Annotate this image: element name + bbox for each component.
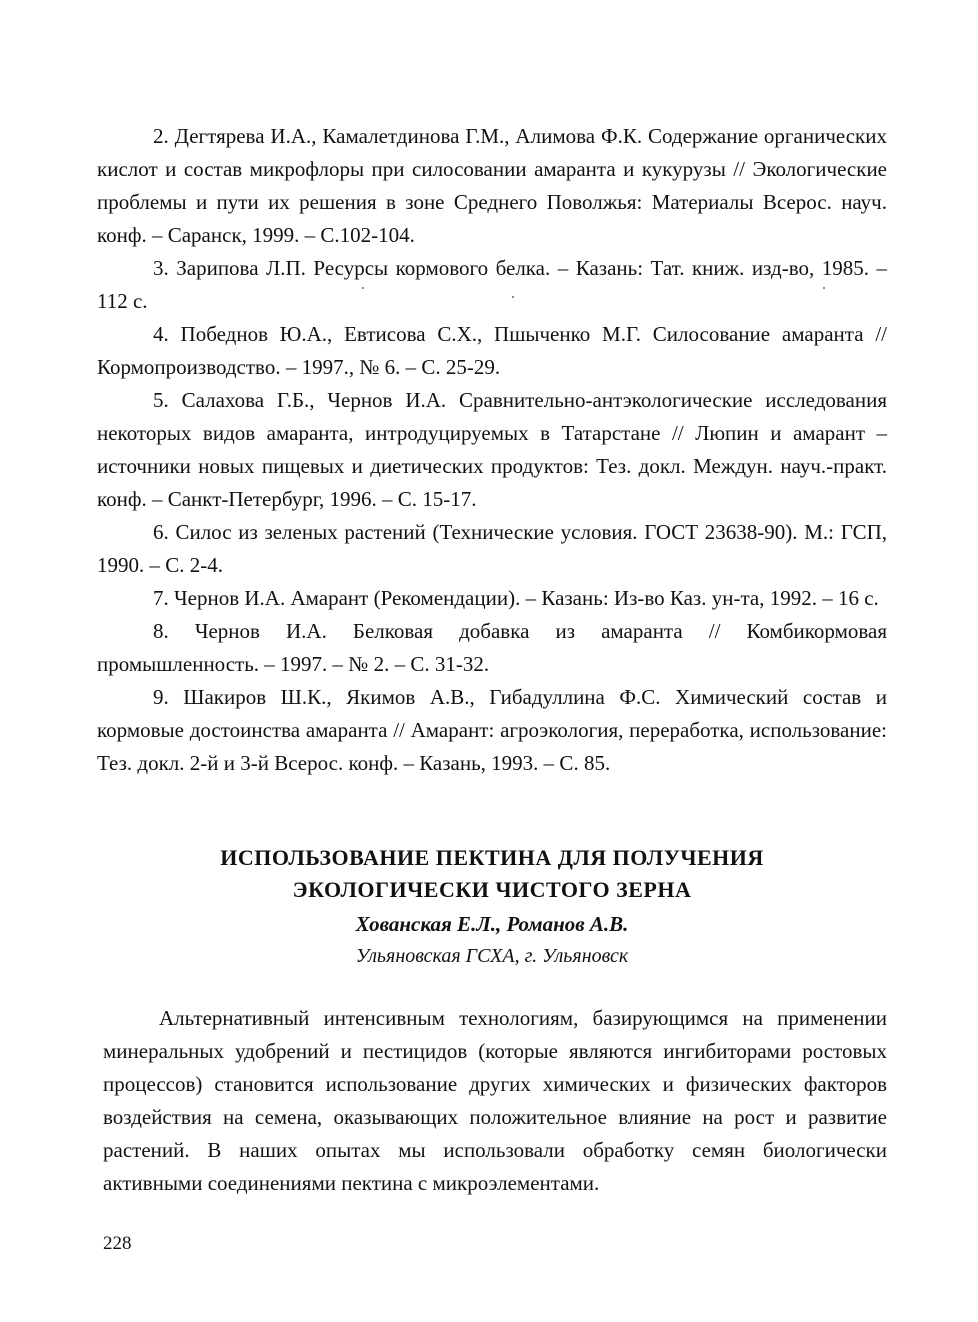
reference-item-9: 9. Шакиров Ш.К., Якимов А.В., Гибадуллина Ф.С. Химический состав и кормовые достоинства амаранта // Амарант: агроэкология, переработка, использование: Тез. докл. 2-й и 3-й Всерос. конф. – Казань, 1993. – С. 85. xyxy=(97,685,887,775)
page-number: 228 xyxy=(103,1233,132,1254)
reference-item-3: 3. Зарипова Л.П. Ресурсы кормового белка. – Казань: Тат. книж. изд-во, 1985. – 112 с. xyxy=(97,256,887,313)
article-affiliation: Ульяновская ГСХА, г. Ульяновск xyxy=(355,945,629,967)
reference-item-5: 5. Салахова Г.Б., Чернов И.А. Сравнительно-антэкологические исследования некоторых видов амаранта, интродуцируемых в Татарстане // Люпин и амарант – источники новых пищевых и диетических продуктов: Тез. докл. Междун. науч.-практ. конф. – Санкт-Петербург, 1996. – С. 15-17. xyxy=(97,388,887,511)
reference-item-6: 6. Силос из зеленых растений (Технические условия. ГОСТ 23638-90). М.: ГСП, 1990. – С. 2-4. xyxy=(97,520,887,577)
reference-list xyxy=(97,120,887,780)
article-header xyxy=(97,842,887,972)
article-title-line-2: ЭКОЛОГИЧЕСКИ ЧИСТОГО ЗЕРНА xyxy=(292,877,692,902)
scan-speck xyxy=(823,287,825,289)
scan-speck xyxy=(512,296,514,298)
reference-item-2: 2. Дегтярева И.А., Камалетдинова Г.М., Алимова Ф.К. Содержание органических кислот и состав микрофлоры при силосовании амаранта и кукурузы // Экологические проблемы и пути их решения в зоне Среднего Поволжья: Материалы Всерос. науч. конф. – Саранск, 1999. – С.102-104. xyxy=(97,124,887,247)
article-body xyxy=(103,1002,887,1200)
reference-item-8: 8. Чернов И.А. Белковая добавка из амаранта // Комбикормовая промышленность. – 1997. – № 2. – С. 31-32. xyxy=(97,619,887,676)
article-paragraph: Альтернативный интенсивным технологиям, базирующимся на применении минеральных удобрений и пестицидов (которые являются ингибиторами ростовых процессов) становится использование других химических и физических факторов воздействия на семена, оказывающих положительное влияние на рост и развитие растений. В наших опытах мы использовали обработку семян биологически активными соединениями пектина с микроэлементами. xyxy=(103,1006,887,1195)
article-title-line-1: ИСПОЛЬЗОВАНИЕ ПЕКТИНА ДЛЯ ПОЛУЧЕНИЯ xyxy=(220,845,764,870)
reference-item-7: 7. Чернов И.А. Амарант (Рекомендации). – Казань: Из-во Каз. ун-та, 1992. – 16 с. xyxy=(153,586,879,610)
reference-item-4: 4. Победнов Ю.А., Евтисова С.Х., Пшыченко М.Г. Силосование амаранта // Кормопроизводство. – 1997., № 6. – С. 25-29. xyxy=(97,322,887,379)
article-authors: Хованская Е.Л., Романов А.В. xyxy=(355,912,629,936)
scan-speck xyxy=(362,287,364,289)
